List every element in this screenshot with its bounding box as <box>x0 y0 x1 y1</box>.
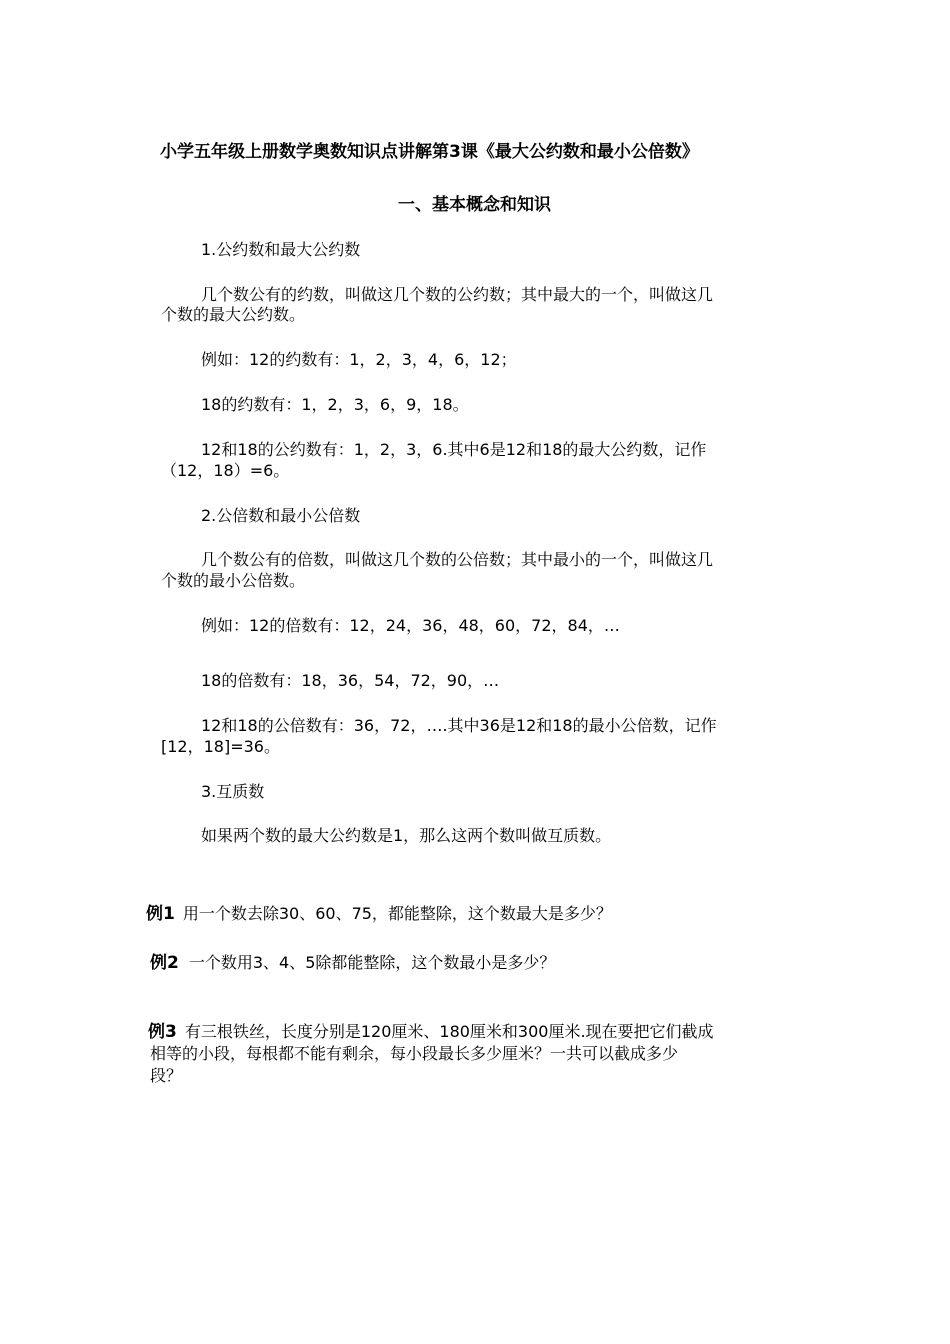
gcd-example-b: 18的约数有：1，2，3，6，9，18。 <box>201 395 469 414</box>
coprime-definition: 如果两个数的最大公约数是1，那么这两个数叫做互质数。 <box>201 826 612 845</box>
gcd-subtitle: 1.公约数和最大公约数 <box>201 240 361 259</box>
example-1-label: 例1 <box>146 904 175 924</box>
gcd-example-a: 例如：12的约数有：1，2，3，4，6，12； <box>201 350 517 369</box>
example-2 <box>150 953 555 973</box>
example-3-label: 例3 <box>148 1022 177 1042</box>
example-1-text: 用一个数去除30、60、75，都能整除，这个数最大是多少？ <box>182 904 612 923</box>
lcm-definition-line2: 个数的最小公倍数。 <box>161 571 306 590</box>
example-3-text-line2: 相等的小段，每根都不能有剩余，每小段最长多少厘米？一共可以截成多少 <box>150 1044 679 1063</box>
section-heading: 一、基本概念和知识 <box>398 195 551 215</box>
lcm-example-a: 例如：12的倍数有：12，24，36，48，60，72，84，… <box>201 616 620 635</box>
lcm-subtitle: 2.公倍数和最小公倍数 <box>201 506 361 525</box>
example-2-text: 一个数用3、4、5除都能整除，这个数最小是多少？ <box>188 953 556 972</box>
gcd-definition-line1: 几个数公有的约数，叫做这几个数的公约数；其中最大的一个，叫做这几 <box>201 285 714 304</box>
example-3-text-line3: 段？ <box>150 1066 183 1085</box>
example-1 <box>146 904 612 924</box>
lcm-example-c-line2: [12，18]=36。 <box>161 737 280 756</box>
document-title: 小学五年级上册数学奥数知识点讲解第3课《最大公约数和最小公倍数》 <box>160 142 699 162</box>
gcd-example-c-line2: （12，18）=6。 <box>161 461 290 480</box>
coprime-subtitle: 3.互质数 <box>201 782 265 801</box>
lcm-definition-line1: 几个数公有的倍数，叫做这几个数的公倍数；其中最小的一个，叫做这几 <box>201 550 714 569</box>
example-3-line1 <box>148 1022 714 1042</box>
lcm-example-b: 18的倍数有：18，36，54，72，90，… <box>201 671 500 690</box>
gcd-definition-line2: 个数的最大公约数。 <box>161 305 306 324</box>
example-3-text-line1: 有三根铁丝，长度分别是120厘米、180厘米和300厘米.现在要把它们截成 <box>184 1022 714 1041</box>
example-2-label: 例2 <box>150 953 179 973</box>
lcm-example-c-line1: 12和18的公倍数有：36，72，….其中36是12和18的最小公倍数，记作 <box>201 716 717 735</box>
gcd-example-c-line1: 12和18的公约数有：1，2，3，6.其中6是12和18的最大公约数，记作 <box>201 440 707 459</box>
